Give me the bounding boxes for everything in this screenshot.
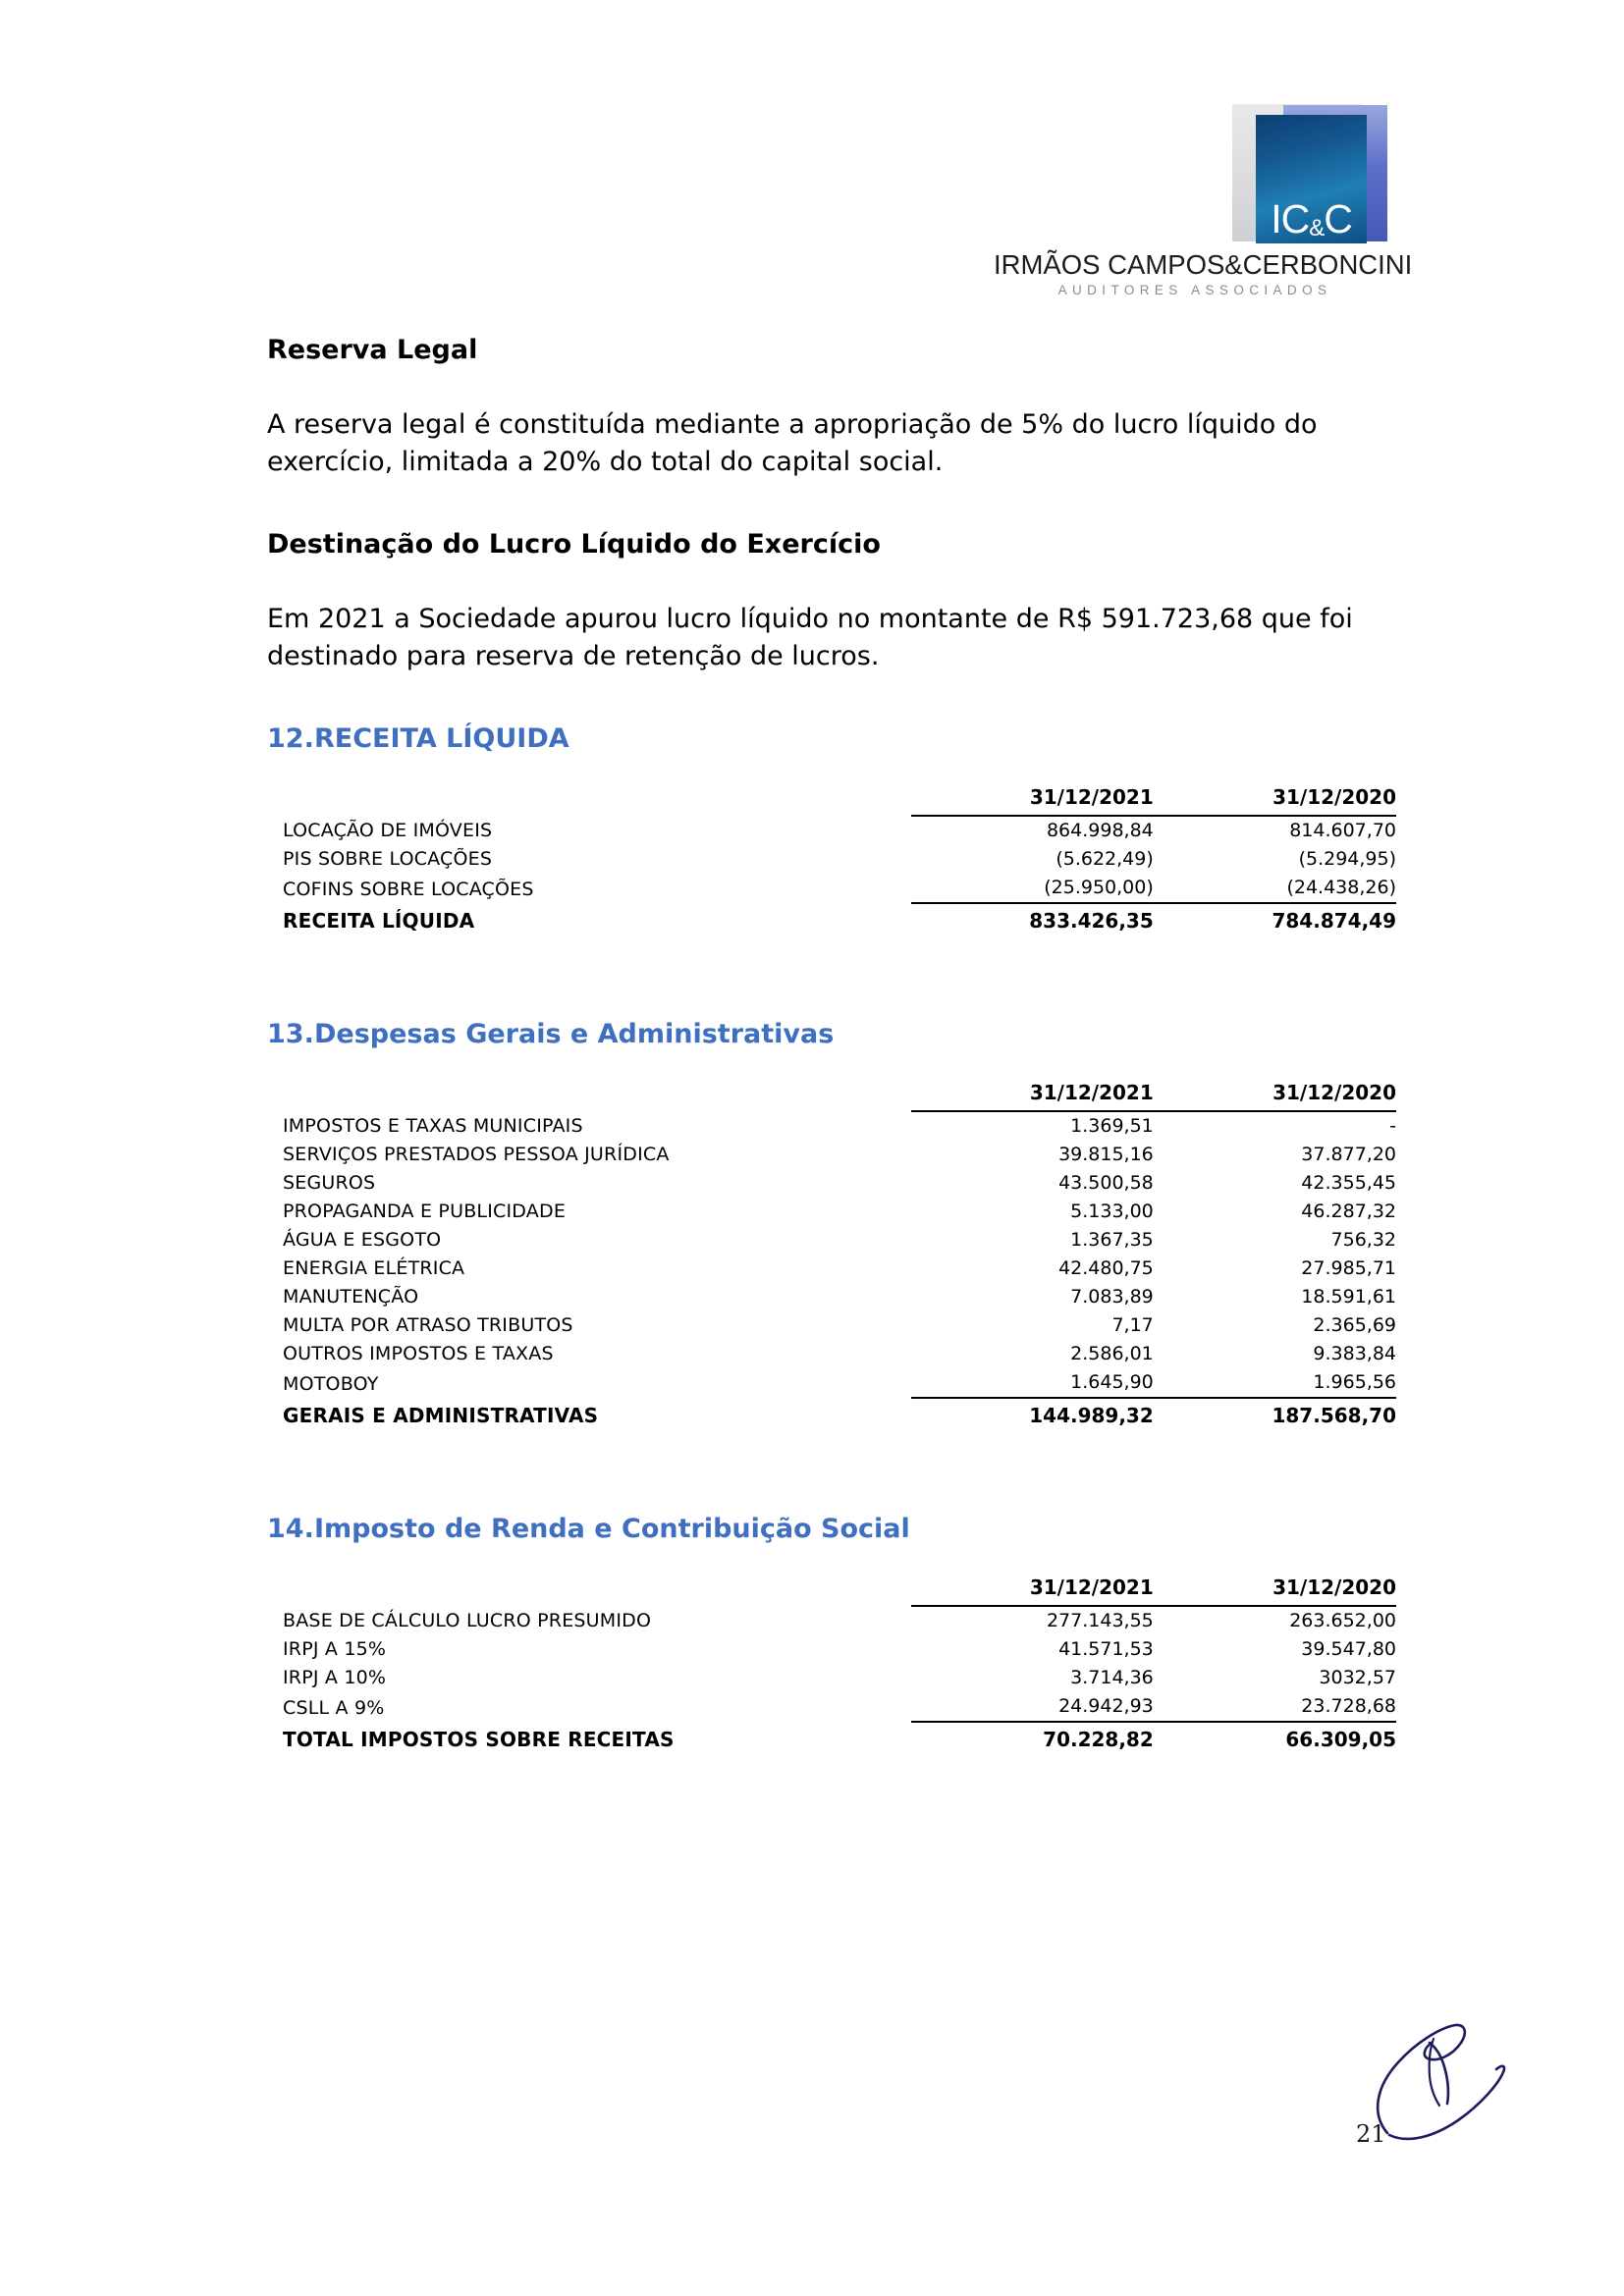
heading-reserva-legal: Reserva Legal <box>267 335 478 365</box>
row-label: IRPJ A 15% <box>283 1638 387 1661</box>
table-total-row <box>267 903 1396 936</box>
logo-sheet-front-shape <box>1256 115 1367 243</box>
row-label: MANUTENÇÃO <box>283 1286 419 1308</box>
section-number-12: 12. <box>267 722 314 754</box>
total-value-2021: 833.426,35 <box>1029 909 1154 934</box>
row-value-2020: (5.294,95) <box>1298 848 1396 871</box>
row-label: CSLL A 9% <box>283 1696 385 1719</box>
section-title-12: RECEITA LÍQUIDA <box>314 722 569 754</box>
section-title-13: Despesas Gerais e Administrativas <box>314 1018 835 1049</box>
table-row <box>267 816 1396 845</box>
section-title-14: Imposto de Renda e Contribuição Social <box>314 1513 910 1544</box>
row-label: BASE DE CÁLCULO LUCRO PRESUMIDO <box>283 1610 652 1632</box>
spacer <box>267 936 1396 1019</box>
total-value-2020: 187.568,70 <box>1272 1404 1396 1428</box>
row-value-2020: 3032,57 <box>1319 1667 1396 1689</box>
total-label: TOTAL IMPOSTOS SOBRE RECEITAS <box>283 1728 675 1752</box>
row-label: PIS SOBRE LOCAÇÕES <box>283 848 493 871</box>
total-label: GERAIS E ADMINISTRATIVAS <box>283 1404 599 1428</box>
row-value-2021: 5.133,00 <box>1070 1201 1154 1223</box>
column-header-2021: 31/12/2021 <box>911 1079 1154 1111</box>
table-row <box>267 1635 1396 1664</box>
row-value-2021: 277.143,55 <box>1046 1610 1154 1632</box>
spacer <box>267 1431 1396 1514</box>
total-value-2020: 66.309,05 <box>1285 1728 1396 1752</box>
table-total-row <box>267 1722 1396 1755</box>
paragraph-destinacao: Em 2021 a Sociedade apurou lucro líquido no montante de R$ 591.723,68 que foi destinado para reserva de retenção de lucros. <box>267 604 1353 672</box>
row-value-2021: 1.369,51 <box>1070 1115 1154 1138</box>
row-value-2020: 814.607,70 <box>1289 820 1396 842</box>
table-row <box>267 1283 1396 1311</box>
table-receita-liquida <box>267 783 1396 936</box>
table-imposto-renda <box>267 1574 1396 1755</box>
section-heading-12 <box>267 723 1396 754</box>
row-value-2021: 41.571,53 <box>1058 1638 1154 1661</box>
table-row <box>267 1169 1396 1198</box>
total-label: RECEITA LÍQUIDA <box>283 909 475 934</box>
column-header-2021: 31/12/2021 <box>911 783 1154 816</box>
table-wrapper-13 <box>267 1079 1396 1431</box>
row-value-2020: 263.652,00 <box>1289 1610 1396 1632</box>
table-header-row <box>267 1574 1396 1606</box>
row-label: COFINS SOBRE LOCAÇÕES <box>283 878 534 900</box>
row-value-2021: 42.480,75 <box>1058 1257 1154 1280</box>
table-row <box>267 1141 1396 1169</box>
table-row <box>267 1311 1396 1340</box>
section-heading-14 <box>267 1514 1396 1544</box>
row-value-2021: 2.586,01 <box>1070 1343 1154 1365</box>
row-label: MOTOBOY <box>283 1372 379 1395</box>
table-wrapper-14 <box>267 1574 1396 1755</box>
total-value-2020: 784.874,49 <box>1272 909 1396 934</box>
section-number-14: 14. <box>267 1513 314 1544</box>
row-value-2020: 9.383,84 <box>1313 1343 1396 1365</box>
table-row <box>267 1664 1396 1692</box>
row-label: LOCAÇÃO DE IMÓVEIS <box>283 820 493 842</box>
table-row <box>267 1606 1396 1635</box>
table-row <box>267 1111 1396 1141</box>
table-row <box>267 1340 1396 1368</box>
total-value-2021: 144.989,32 <box>1029 1404 1154 1428</box>
row-value-2020: (24.438,26) <box>1154 874 1396 904</box>
row-value-2020: 756,32 <box>1330 1229 1396 1252</box>
row-value-2020: 23.728,68 <box>1154 1692 1396 1723</box>
row-value-2021: (25.950,00) <box>911 874 1154 904</box>
section-heading-13 <box>267 1019 1396 1049</box>
logo-mark-icon <box>1232 86 1389 243</box>
row-label: ÁGUA E ESGOTO <box>283 1229 442 1252</box>
row-value-2020: 39.547,80 <box>1301 1638 1396 1661</box>
row-value-2021: 43.500,58 <box>1058 1172 1154 1195</box>
table-wrapper-12 <box>267 783 1396 936</box>
row-value-2020: 18.591,61 <box>1301 1286 1396 1308</box>
table-row <box>267 1226 1396 1255</box>
row-value-2020: - <box>1389 1115 1396 1138</box>
row-value-2021: 864.998,84 <box>1046 820 1154 842</box>
logo-company-tagline: AUDITORES ASSOCIADOS <box>1057 283 1332 297</box>
row-value-2021: 7,17 <box>1111 1314 1154 1337</box>
table-row <box>267 1692 1396 1723</box>
row-label: SERVIÇOS PRESTADOS PESSOA JURÍDICA <box>283 1144 670 1166</box>
row-label: SEGUROS <box>283 1172 376 1195</box>
row-value-2021: 1.367,35 <box>1070 1229 1154 1252</box>
row-label: PROPAGANDA E PUBLICIDADE <box>283 1201 567 1223</box>
row-value-2020: 1.965,56 <box>1154 1368 1396 1399</box>
row-value-2021: (5.622,49) <box>1056 848 1154 871</box>
total-value-2021: 70.228,82 <box>1043 1728 1154 1752</box>
row-value-2021: 7.083,89 <box>1070 1286 1154 1308</box>
row-value-2020: 46.287,32 <box>1301 1201 1396 1223</box>
logo-company-name: IRMÃOS CAMPOS&CERBONCINI <box>994 249 1413 280</box>
table-header-row <box>267 1079 1396 1111</box>
page-number: 21 <box>1356 2120 1386 2148</box>
row-value-2020: 42.355,45 <box>1301 1172 1396 1195</box>
row-label: ENERGIA ELÉTRICA <box>283 1257 465 1280</box>
document-body <box>267 334 1396 1755</box>
table-row <box>267 1255 1396 1283</box>
row-value-2021: 1.645,90 <box>911 1368 1154 1399</box>
logo-monogram-text: IC&C <box>1271 196 1352 241</box>
section-number-13: 13. <box>267 1018 314 1049</box>
table-row <box>267 845 1396 874</box>
row-value-2021: 24.942,93 <box>911 1692 1154 1723</box>
row-label: OUTROS IMPOSTOS E TAXAS <box>283 1343 554 1365</box>
column-header-blank <box>267 1574 911 1606</box>
table-row <box>267 1368 1396 1399</box>
row-value-2020: 27.985,71 <box>1301 1257 1396 1280</box>
table-row <box>267 874 1396 904</box>
row-value-2020: 37.877,20 <box>1301 1144 1396 1166</box>
row-value-2021: 39.815,16 <box>1058 1144 1154 1166</box>
table-header-row <box>267 783 1396 816</box>
column-header-2021: 31/12/2021 <box>911 1574 1154 1606</box>
column-header-2020: 31/12/2020 <box>1154 1079 1396 1111</box>
column-header-2020: 31/12/2020 <box>1154 1574 1396 1606</box>
row-label: IMPOSTOS E TAXAS MUNICIPAIS <box>283 1115 583 1138</box>
row-value-2020: 2.365,69 <box>1313 1314 1396 1337</box>
paragraph-reserva-legal: A reserva legal é constituída mediante a apropriação de 5% do lucro líquido do exercício, limitada a 20% do total do capital social. <box>267 408 1318 478</box>
column-header-blank <box>267 1079 911 1111</box>
table-despesas-gerais <box>267 1079 1396 1431</box>
table-total-row <box>267 1398 1396 1431</box>
row-value-2021: 3.714,36 <box>1070 1667 1154 1689</box>
row-label: IRPJ A 10% <box>283 1667 387 1689</box>
table-row <box>267 1198 1396 1226</box>
row-label: MULTA POR ATRASO TRIBUTOS <box>283 1314 573 1337</box>
company-logo <box>994 86 1413 312</box>
heading-destinacao: Destinação do Lucro Líquido do Exercício <box>267 529 881 561</box>
column-header-2020: 31/12/2020 <box>1154 783 1396 816</box>
column-header-blank <box>267 783 911 816</box>
